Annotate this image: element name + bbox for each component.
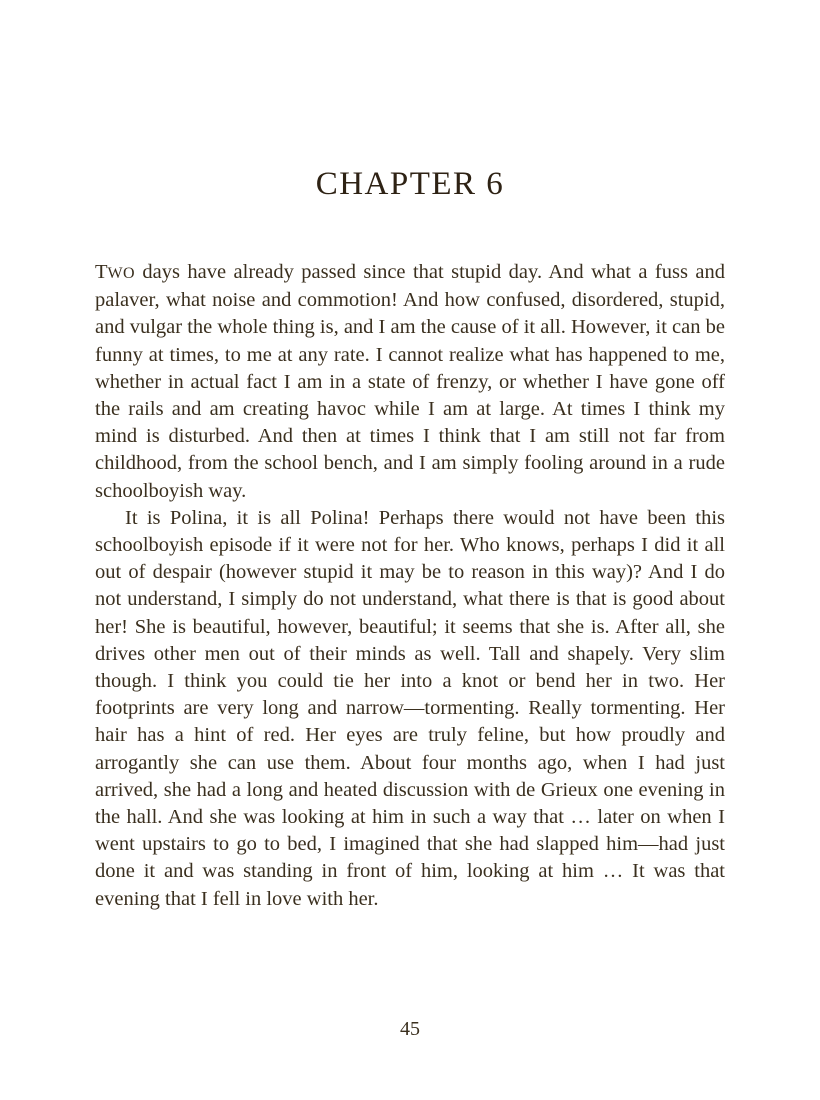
paragraph-1-text: days have already passed since that stupid day. And what a fuss and palaver, what noise and commotion! And how confused, disordered, stupid, and vulgar the whole thing is, and I am the cause of it all. However, it can be funny at times, to me at any rate. I cannot realize what has happened to me, whether in actual fact I am in a state of frenzy, or whether I have gone off the rails and am creating havoc while I am at large. At times I think my mind is disturbed. And then at times I think that I am still not far from childhood, from the school bench, and I am simply fooling around in a rude schoolboyish way.	[95, 261, 725, 502]
page-number: 45	[400, 1018, 420, 1040]
chapter-title: CHAPTER 6	[315, 166, 505, 202]
opening-word-initial: T	[95, 261, 108, 283]
opening-word-smallcaps: WO	[107, 265, 135, 282]
paragraph-2: It is Polina, it is all Polina! Perhaps there would not have been this schoolboyish episode if it were not for her. Who knows, perhaps I did it all out of despair (however stupid it may be to reason in this way)? And I do not understand, I simply do not understand, what there is that is good about her! She is beautiful, however, beautiful; it seems that she is. After all, she drives other men out of their minds as well. Tall and shapely. Very slim though. I think you could tie her into a knot or bend her in two. Her footprints are very long and narrow—tormenting. Really tormenting. Her hair has a hint of red. Her eyes are truly feline, but how proudly and arrogantly she can use them. About four months ago, when I had just arrived, she had a long and heated discussion with de Grieux one evening in the hall. And she was looking at him in such a way that … later on when I went upstairs to go to bed, I imagined that she had slapped him—had just done it and was standing in front of him, looking at him … It was that evening that I fell in love with her.	[95, 506, 725, 910]
paragraph-1	[95, 259, 725, 505]
page-body	[95, 259, 725, 913]
